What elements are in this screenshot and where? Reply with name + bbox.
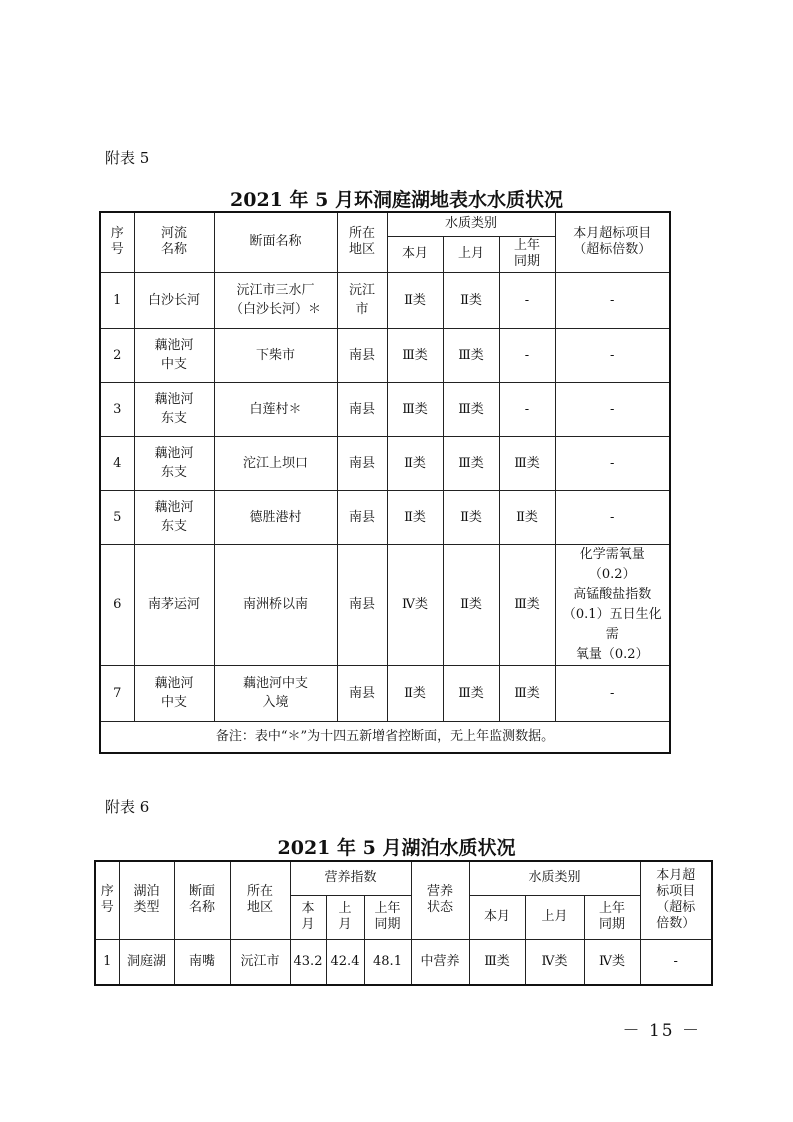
table-row: [100, 382, 670, 436]
cell-no: 7: [100, 665, 134, 721]
table-row: [100, 436, 670, 490]
cell-no: 1: [95, 939, 119, 985]
t6-header-q-this-month: 本月: [469, 895, 525, 939]
table5-title: 2021 年 5 月环洞庭湖地表水水质状况: [230, 189, 563, 211]
cell-region: 南县: [337, 490, 387, 544]
cell-last-month: Ⅲ类: [443, 382, 499, 436]
cell-river: 藕池河 中支: [134, 328, 214, 382]
cell-exceed: -: [640, 939, 712, 985]
cell-region: 南县: [337, 328, 387, 382]
cell-no: 5: [100, 490, 134, 544]
cell-river: 藕池河 东支: [134, 490, 214, 544]
cell-section: 沅江市三水厂 （白沙长河）＊: [214, 272, 337, 328]
header-this-month: 本月: [387, 236, 443, 272]
cell-last-year: Ⅲ类: [499, 544, 555, 665]
cell-last-year: Ⅱ类: [499, 490, 555, 544]
cell-this-month: Ⅳ类: [387, 544, 443, 665]
cell-exceed: -: [555, 272, 670, 328]
cell-last-year: Ⅲ类: [499, 436, 555, 490]
header-last-month: 上月: [443, 236, 499, 272]
header-exceed: 本月超标项目 （超标倍数）: [555, 212, 670, 272]
cell-q-last-month: Ⅳ类: [525, 939, 584, 985]
cell-last-month: Ⅲ类: [443, 436, 499, 490]
cell-exceed: -: [555, 665, 670, 721]
page-number: － 15 －: [622, 1021, 701, 1041]
cell-ti-last-year: 48.1: [364, 939, 411, 985]
cell-last-year: -: [499, 272, 555, 328]
cell-this-month: Ⅱ类: [387, 272, 443, 328]
t6-header-exceed: 本月超 标项目 （超标 倍数）: [640, 861, 712, 939]
table5-label: 附表 5: [105, 149, 150, 167]
t6-header-lake-type: 湖泊 类型: [119, 861, 174, 939]
cell-section: 沱江上坝口: [214, 436, 337, 490]
cell-this-month: Ⅲ类: [387, 382, 443, 436]
cell-no: 4: [100, 436, 134, 490]
cell-river: 藕池河 东支: [134, 436, 214, 490]
cell-section: 下柴市: [214, 328, 337, 382]
cell-region: 南县: [337, 665, 387, 721]
cell-last-month: Ⅱ类: [443, 272, 499, 328]
table-row: [100, 665, 670, 721]
cell-region: 南县: [337, 382, 387, 436]
cell-no: 6: [100, 544, 134, 665]
table6-label: 附表 6: [105, 798, 150, 816]
cell-q-last-year: Ⅳ类: [584, 939, 640, 985]
t6-header-q-last-month: 上月: [525, 895, 584, 939]
table5: [99, 211, 671, 754]
header-last-year: 上年 同期: [499, 236, 555, 272]
cell-exceed: -: [555, 490, 670, 544]
cell-region: 南县: [337, 436, 387, 490]
cell-region: 南县: [337, 544, 387, 665]
t6-header-section: 断面 名称: [174, 861, 230, 939]
t6-header-q-last-year: 上年 同期: [584, 895, 640, 939]
cell-q-this-month: Ⅲ类: [469, 939, 525, 985]
cell-river: 白沙长河: [134, 272, 214, 328]
t6-header-no: 序 号: [95, 861, 119, 939]
cell-this-month: Ⅱ类: [387, 490, 443, 544]
header-river: 河流 名称: [134, 212, 214, 272]
cell-last-month: Ⅱ类: [443, 544, 499, 665]
cell-no: 2: [100, 328, 134, 382]
cell-river: 藕池河 中支: [134, 665, 214, 721]
cell-section: 南洲桥以南: [214, 544, 337, 665]
cell-last-month: Ⅲ类: [443, 328, 499, 382]
cell-this-month: Ⅱ类: [387, 665, 443, 721]
header-region: 所在 地区: [337, 212, 387, 272]
cell-region: 沅江市: [230, 939, 290, 985]
header-no: 序 号: [100, 212, 134, 272]
t6-header-trophic-index: 营养指数: [290, 861, 411, 895]
t6-header-ti-last-month: 上 月: [326, 895, 364, 939]
cell-last-month: Ⅱ类: [443, 490, 499, 544]
cell-this-month: Ⅱ类: [387, 436, 443, 490]
cell-section: 德胜港村: [214, 490, 337, 544]
cell-section: 藕池河中支 入境: [214, 665, 337, 721]
cell-region: 沅江 市: [337, 272, 387, 328]
cell-exceed: -: [555, 436, 670, 490]
cell-exceed: -: [555, 382, 670, 436]
table5-note: 备注：表中“＊”为十四五新增省控断面，无上年监测数据。: [100, 721, 670, 753]
cell-river: 南茅运河: [134, 544, 214, 665]
cell-last-year: Ⅲ类: [499, 665, 555, 721]
t6-header-trophic-state: 营养 状态: [411, 861, 469, 939]
cell-river: 藕池河 东支: [134, 382, 214, 436]
cell-section: 白莲村＊: [214, 382, 337, 436]
cell-last-year: -: [499, 382, 555, 436]
cell-exceed: 化学需氧量（0.2） 高锰酸盐指数 （0.1）五日生化需 氧量（0.2）: [555, 544, 670, 665]
cell-no: 3: [100, 382, 134, 436]
cell-no: 1: [100, 272, 134, 328]
table-row: [100, 544, 670, 665]
table-row: [95, 939, 712, 985]
cell-section: 南嘴: [174, 939, 230, 985]
t6-header-ti-this-month: 本 月: [290, 895, 326, 939]
table-row: [100, 272, 670, 328]
cell-ti-this-month: 43.2: [290, 939, 326, 985]
cell-ti-last-month: 42.4: [326, 939, 364, 985]
table-row: [100, 490, 670, 544]
t6-header-ti-last-year: 上年 同期: [364, 895, 411, 939]
header-section: 断面名称: [214, 212, 337, 272]
cell-last-year: -: [499, 328, 555, 382]
t6-header-region: 所在 地区: [230, 861, 290, 939]
cell-exceed: -: [555, 328, 670, 382]
t6-header-quality: 水质类别: [469, 861, 640, 895]
cell-this-month: Ⅲ类: [387, 328, 443, 382]
cell-last-month: Ⅲ类: [443, 665, 499, 721]
cell-trophic-state: 中营养: [411, 939, 469, 985]
header-quality: 水质类别: [387, 212, 555, 236]
table-row: [100, 328, 670, 382]
cell-lake-type: 洞庭湖: [119, 939, 174, 985]
table6: [94, 860, 713, 986]
table6-title: 2021 年 5 月湖泊水质状况: [277, 837, 516, 859]
